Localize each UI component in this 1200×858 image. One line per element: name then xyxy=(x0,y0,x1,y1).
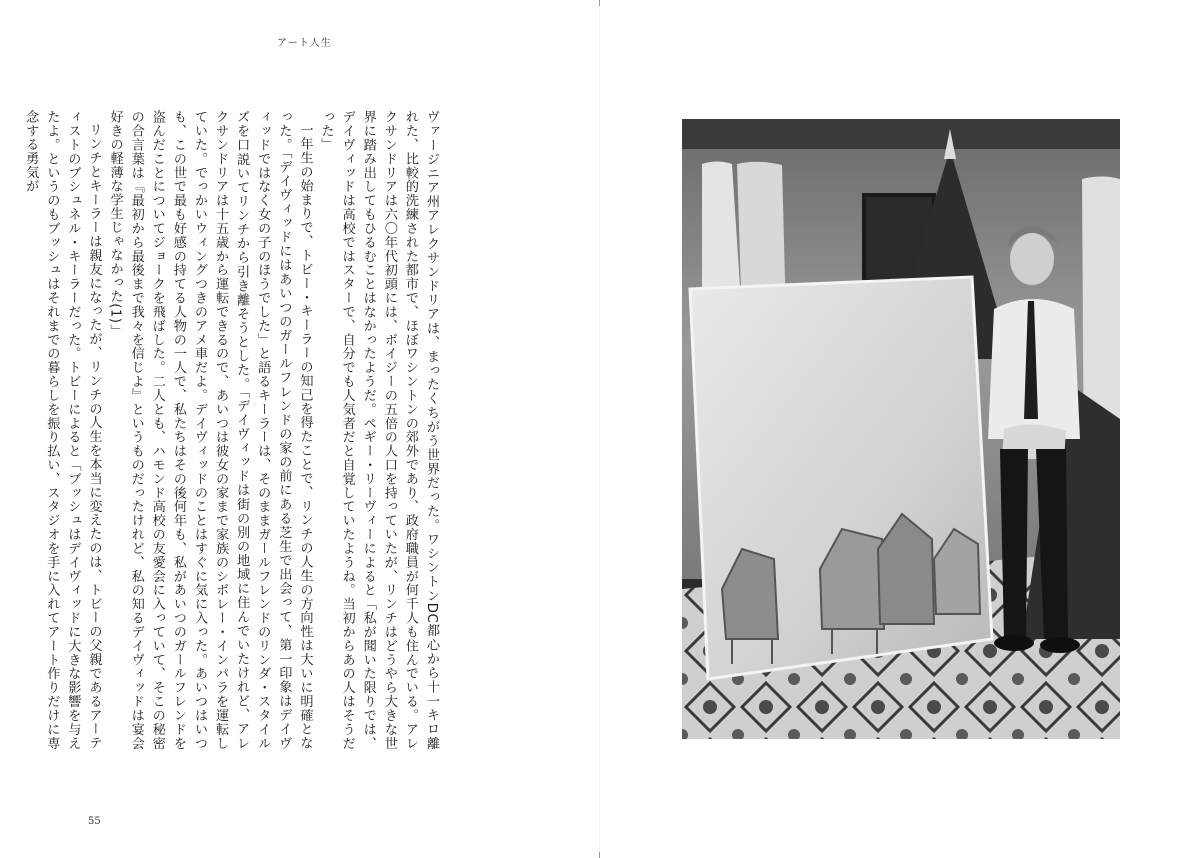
paragraph-1: ヴァージニア州アレクサンドリアは、まったくちがう世界だった。ワシントンDC都心から十一キロ離れた、比較的洗練された都市で、ほぼワシントンの郊外であり、政府職員が何千人も住んでいる。アレクサンドリアは六〇年代初頭には、ボイジーの五倍の人口を持っていたが、リンチはどうやら大きな世界に踏み出してもひるむことはなかったようだ。ペギー・リーヴィーによると「私が聞いた限りでは、デイヴィッドは高校ではスターで、自分でも人気者だと自覚していたようね。当初からあの人はそうだった」 xyxy=(318,110,439,750)
photograph xyxy=(682,119,1120,739)
right-page xyxy=(600,0,1200,858)
body-text xyxy=(23,110,442,750)
photo-illustration xyxy=(682,119,1120,739)
page-number: 55 xyxy=(88,816,101,827)
paragraph-2: 一年生の始まりで、トビー・キーラーの知己を得たことで、リンチの人生の方向性は大いに明確となった。「デイヴィッドにはあいつのガールフレンドの家の前にある芝生で出会って、第一印象はデイヴィッドではなく女の子のほうでした」と語るキーラーは、そのままガールフレンドのリンダ・スタイルズを口説いてリンチから引き離そうとした。「デイヴィッドは街の別の地域に住んでいたけれど、アレクサンドリアは十五歳から運転できるので、あいつは彼女の家まで家族のシボレー・インパラを運転していた。でっかいウィングつきのアメ車だよ。デイヴィッドのことはすぐに気に入った。あいつはいつも、この世で最も好感の持てる人物の一人で、私たちはその後何年も、私があいつのガールフレンドを盗んだことについてジョークを飛ばした。二人とも、ハモンド高校の友愛会に入っていて、そこの秘密の合言葉は『最初から最後まで我々を信じよ』というものだったけれど、私の知るデイヴィッドは宴会好きの軽薄な学生じゃなかった(1)」 xyxy=(107,110,313,750)
running-head: アート人生 xyxy=(277,38,332,49)
paragraph-3: リンチとキーラーは親友になったが、リンチの人生を本当に変えたのは、トビーの父親であるアーティストのブシュネル・キーラーだった。トビーによると「ブッシュはデイヴィッドに大きな影響を与えたよ。というのもブッシュはそれまでの暮らしを振り払い、スタジオを手に入れてアート作りだけに専念する勇気が xyxy=(23,110,102,750)
